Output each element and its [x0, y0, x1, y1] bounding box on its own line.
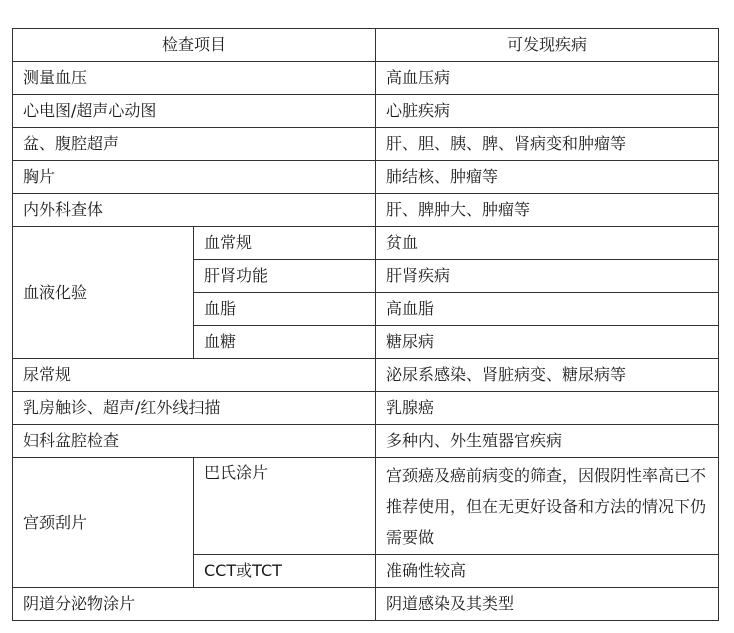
header-detectable-disease: 可发现疾病: [376, 29, 719, 62]
disease-cell: 糖尿病: [376, 326, 719, 359]
disease-cell: 高血脂: [376, 293, 719, 326]
table-row: [13, 392, 719, 425]
exam-subitem-cell: 肝肾功能: [194, 260, 376, 293]
exam-disease-table: [12, 28, 719, 621]
exam-group-cell: 宫颈刮片: [13, 458, 194, 588]
exam-subitem-cell: 血脂: [194, 293, 376, 326]
exam-subitem-cell: CCT或TCT: [194, 555, 376, 588]
disease-cell: 心脏疾病: [376, 95, 719, 128]
exam-item-cell: 阴道分泌物涂片: [13, 588, 376, 621]
table-row: [13, 227, 719, 260]
exam-group-cell: 血液化验: [13, 227, 194, 359]
disease-cell: 肝肾疾病: [376, 260, 719, 293]
table-row: [13, 161, 719, 194]
header-exam-item: 检查项目: [13, 29, 376, 62]
table-row: [13, 194, 719, 227]
disease-cell: 多种内、外生殖器官疾病: [376, 425, 719, 458]
exam-item-cell: 心电图/超声心动图: [13, 95, 376, 128]
table-header-row: [13, 29, 719, 62]
table-row: [13, 458, 719, 555]
exam-subitem-cell: 血糖: [194, 326, 376, 359]
disease-cell: 宫颈癌及癌前病变的筛查，因假阴性率高已不推荐使用，但在无更好设备和方法的情况下仍需要做: [376, 458, 719, 555]
disease-cell: 高血压病: [376, 62, 719, 95]
exam-item-cell: 测量血压: [13, 62, 376, 95]
disease-cell: 肺结核、肿瘤等: [376, 161, 719, 194]
exam-item-cell: 妇科盆腔检查: [13, 425, 376, 458]
disease-cell: 泌尿系感染、肾脏病变、糖尿病等: [376, 359, 719, 392]
disease-cell: 贫血: [376, 227, 719, 260]
table-row: [13, 359, 719, 392]
disease-cell: 乳腺癌: [376, 392, 719, 425]
exam-item-cell: 胸片: [13, 161, 376, 194]
table-row: [13, 95, 719, 128]
disease-cell: 肝、胆、胰、脾、肾病变和肿瘤等: [376, 128, 719, 161]
exam-subitem-cell: 血常规: [194, 227, 376, 260]
disease-cell: 准确性较高: [376, 555, 719, 588]
exam-item-cell: 内外科查体: [13, 194, 376, 227]
exam-item-cell: 盆、腹腔超声: [13, 128, 376, 161]
table-row: [13, 425, 719, 458]
exam-subitem-cell: 巴氏涂片: [194, 458, 376, 555]
disease-cell: 肝、脾肿大、肿瘤等: [376, 194, 719, 227]
table-row: [13, 62, 719, 95]
exam-item-cell: 乳房触诊、超声/红外线扫描: [13, 392, 376, 425]
table-row: [13, 588, 719, 621]
table-row: [13, 128, 719, 161]
exam-item-cell: 尿常规: [13, 359, 376, 392]
disease-cell: 阴道感染及其类型: [376, 588, 719, 621]
